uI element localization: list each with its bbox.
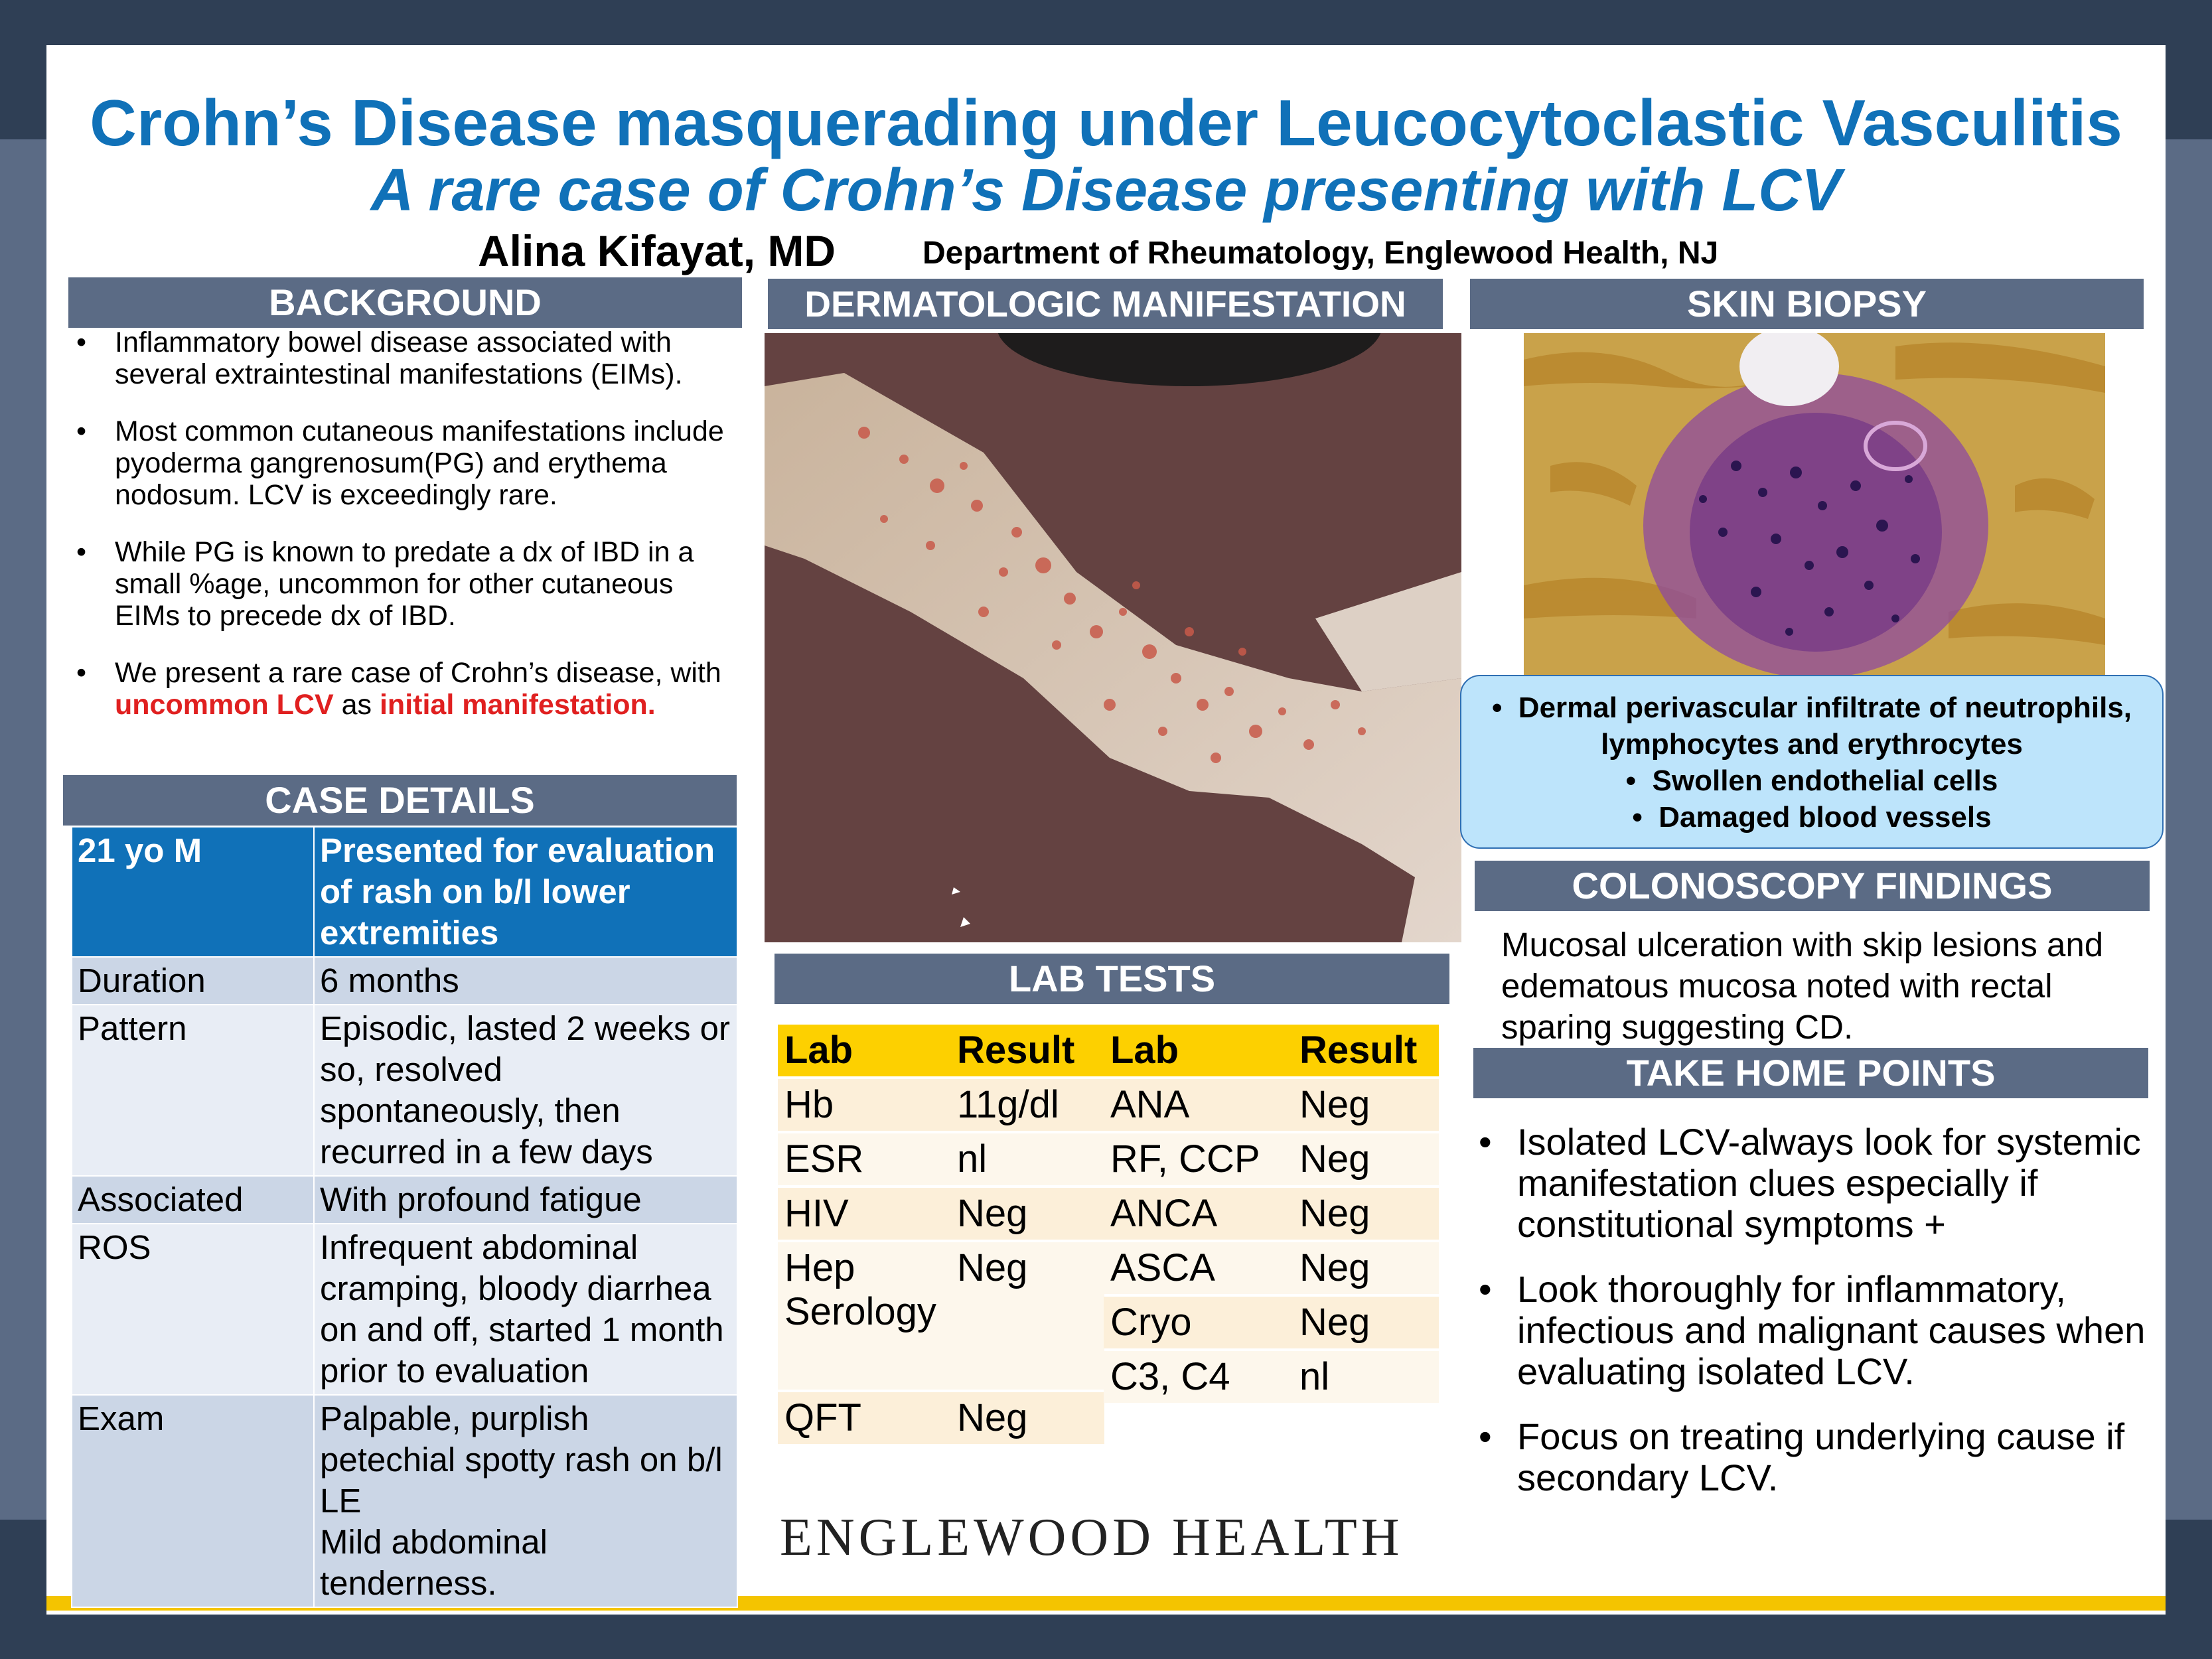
take-home-bullet: • Isolated LCV-always look for systemic manifestation clues especially if constitutional symptoms +: [1472, 1121, 2156, 1245]
lab-name: ASCA: [1104, 1242, 1293, 1294]
case-label: Exam: [72, 1395, 314, 1607]
lab-result: nl: [1293, 1351, 1439, 1403]
leg-rash-illustration: [765, 333, 1461, 942]
table-row: [778, 1133, 1104, 1185]
lab-result: Neg: [950, 1392, 1104, 1444]
case-label: 21 yo M: [72, 827, 314, 957]
biopsy-findings-box: [1460, 675, 2164, 849]
table-row: [72, 1224, 737, 1395]
poster-subtitle: A rare case of Crohn’s Disease presenting with LCV: [370, 157, 1842, 224]
dermatologic-header: DERMATOLOGIC MANIFESTATION: [768, 279, 1443, 329]
table-row: [1104, 1297, 1439, 1348]
table-row: [778, 1392, 1104, 1444]
lab-tests-header: LAB TESTS: [774, 954, 1449, 1004]
colonoscopy-header: COLONOSCOPY FINDINGS: [1475, 861, 2150, 911]
take-home-list: [1472, 1121, 2156, 1522]
biopsy-histology-image: [1524, 333, 2105, 675]
result-column-header: Result: [1293, 1025, 1439, 1076]
biopsy-finding: [1461, 762, 2162, 799]
lab-name: HIV: [778, 1188, 950, 1240]
highlight-text: uncommon LCV: [115, 689, 334, 721]
table-row: [1104, 1242, 1439, 1294]
table-row: [778, 1188, 1104, 1240]
table-row: [778, 1242, 1104, 1390]
finding-text: Damaged blood vessels: [1659, 801, 1992, 833]
case-value: Episodic, lasted 2 weeks or so, resolved spontaneously, then recurred in a few days: [314, 1005, 737, 1176]
case-value: Presented for evaluation of rash on b/l lower extremities: [314, 827, 737, 957]
bullet-text: as: [333, 689, 380, 721]
case-details-header: CASE DETAILS: [63, 775, 737, 826]
table-row: [1104, 1079, 1439, 1131]
lab-result: nl: [950, 1133, 1104, 1185]
lab-result: Neg: [950, 1242, 1104, 1390]
lab-table-left: [778, 1022, 1104, 1447]
lab-name: Cryo: [1104, 1297, 1293, 1348]
table-row: [1104, 1025, 1439, 1076]
table-row: [72, 957, 737, 1005]
finding-text: Swollen endothelial cells: [1652, 764, 1998, 797]
case-value-line: Mild abdominal tenderness.: [320, 1523, 548, 1602]
lab-result: Neg: [1293, 1188, 1439, 1240]
background-list: [70, 326, 733, 746]
lab-table-right: [1104, 1022, 1439, 1406]
lab-result: Neg: [1293, 1242, 1439, 1294]
lab-name: Hep Serology: [778, 1242, 950, 1390]
table-row: [1104, 1188, 1439, 1240]
biopsy-finding: [1461, 689, 2162, 762]
table-row: [778, 1079, 1104, 1131]
background-bullet: • While PG is known to predate a dx of IBD in a small %age, uncommon for other cutaneous EIMs to precede dx of IBD.: [70, 536, 733, 632]
lab-name: Hb: [778, 1079, 950, 1131]
case-label: ROS: [72, 1224, 314, 1395]
bullet-glyph: •: [1632, 801, 1659, 833]
table-row: [1104, 1351, 1439, 1403]
case-value: With profound fatigue: [314, 1176, 737, 1224]
biopsy-finding: [1461, 799, 2162, 835]
case-value: 6 months: [314, 957, 737, 1005]
take-home-header: TAKE HOME POINTS: [1473, 1048, 2148, 1098]
take-home-bullet: • Focus on treating underlying cause if secondary LCV.: [1472, 1416, 2156, 1498]
take-home-bullet: • Look thoroughly for inflammatory, infectious and malignant causes when evaluating isolated LCV.: [1472, 1269, 2156, 1392]
table-row: [778, 1025, 1104, 1076]
bullet-glyph: •: [1491, 691, 1518, 724]
lab-result: Neg: [1293, 1079, 1439, 1131]
englewood-health-logo: ENGLEWOOD HEALTH: [780, 1508, 1404, 1567]
background-bullet: • Inflammatory bowel disease associated with several extraintestinal manifestations (EIMs).: [70, 326, 733, 390]
lab-name: ESR: [778, 1133, 950, 1185]
colonoscopy-findings-text: Mucosal ulceration with skip lesions and edematous mucosa noted with rectal sparing suggesting CD.: [1501, 926, 2104, 1046]
lab-name: RF, CCP: [1104, 1133, 1293, 1185]
lab-name: ANA: [1104, 1079, 1293, 1131]
lab-name: QFT: [778, 1392, 950, 1444]
table-row: [72, 1395, 737, 1607]
case-details-table: [71, 826, 738, 1608]
lab-result: Neg: [1293, 1133, 1439, 1185]
lab-name: C3, C4: [1104, 1351, 1293, 1403]
lab-name: ANCA: [1104, 1188, 1293, 1240]
lab-result: Neg: [1293, 1297, 1439, 1348]
case-label: Pattern: [72, 1005, 314, 1176]
poster-title: Crohn’s Disease masquerading under Leucocytoclastic Vasculitis: [90, 86, 2122, 159]
leg-rash-photo: [765, 333, 1461, 942]
lab-result: 11g/dl: [950, 1079, 1104, 1131]
highlight-text: initial manifestation.: [379, 689, 656, 721]
background-bullet-highlight: [70, 657, 733, 721]
case-label: Duration: [72, 957, 314, 1005]
lab-result: Neg: [950, 1188, 1104, 1240]
table-row: [1104, 1133, 1439, 1185]
author-name: Alina Kifayat, MD: [478, 226, 836, 275]
table-row: [72, 1176, 737, 1224]
background-header: BACKGROUND: [68, 277, 742, 328]
histology-illustration: [1524, 333, 2105, 675]
department: Department of Rheumatology, Englewood Health, NJ: [922, 236, 1719, 271]
case-value: [314, 1395, 737, 1607]
bullet-glyph: •: [1625, 764, 1653, 797]
case-value: Infrequent abdominal cramping, bloody diarrhea on and off, started 1 month prior to evaluation: [314, 1224, 737, 1395]
bullet-text: We present a rare case of Crohn’s disease, with: [115, 657, 721, 689]
case-value-line: Palpable, purplish petechial spotty rash on b/l LE: [320, 1400, 723, 1520]
table-row: [72, 1005, 737, 1176]
skin-biopsy-header: SKIN BIOPSY: [1470, 279, 2144, 329]
case-label: Associated: [72, 1176, 314, 1224]
lab-column-header: Lab: [1104, 1025, 1293, 1076]
table-row: [72, 827, 737, 957]
background-bullet: • Most common cutaneous manifestations include pyoderma gangrenosum(PG) and erythema nodosum. LCV is exceedingly rare.: [70, 415, 733, 511]
lab-column-header: Lab: [778, 1025, 950, 1076]
result-column-header: Result: [950, 1025, 1104, 1076]
finding-text: Dermal perivascular infiltrate of neutrophils, lymphocytes and erythrocytes: [1518, 691, 2132, 760]
